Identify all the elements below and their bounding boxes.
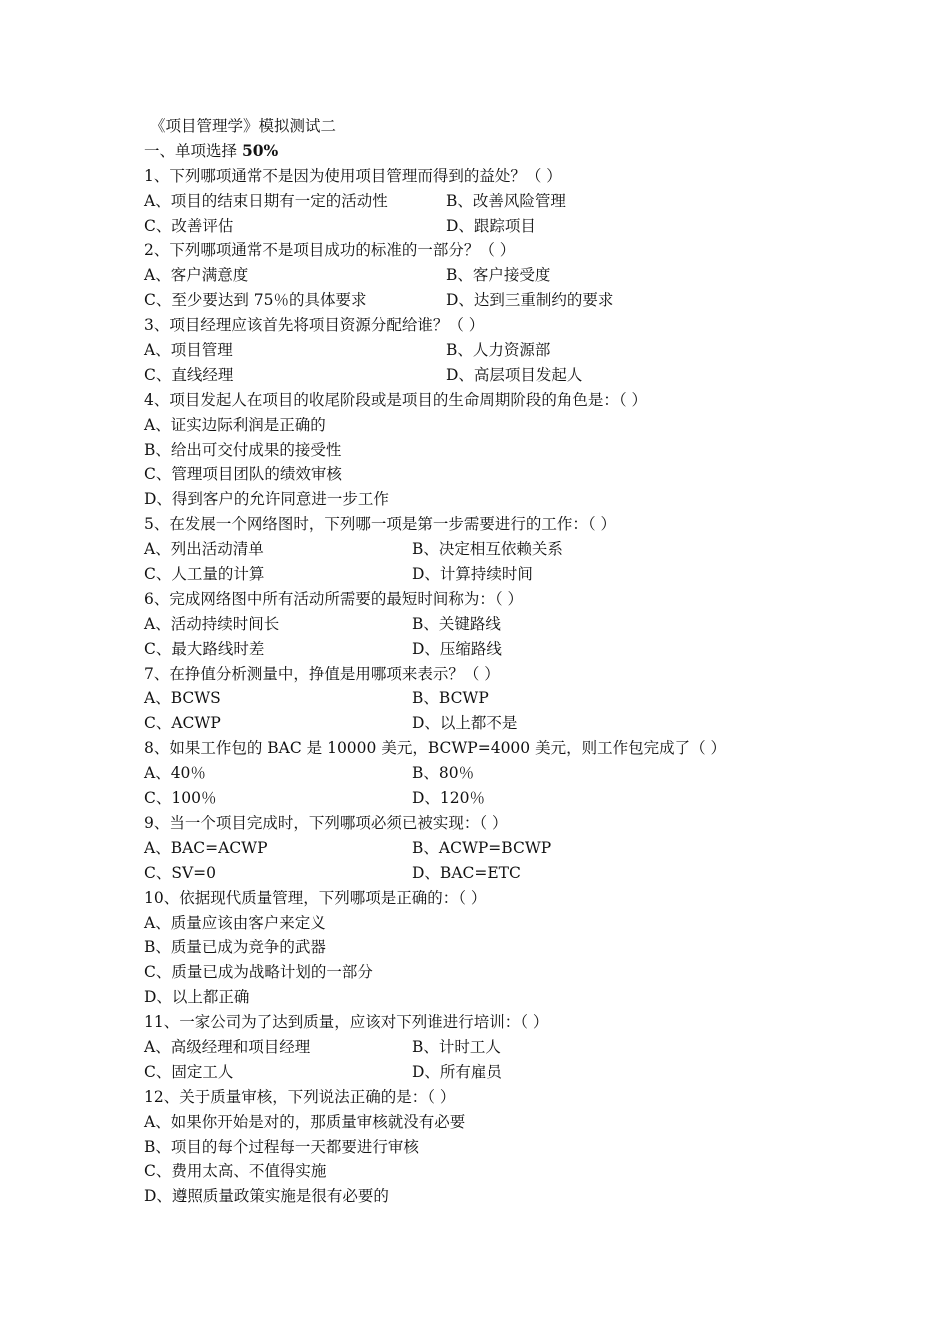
question-stem: 12、关于质量审核，下列说法正确的是：（ ） <box>144 1087 456 1106</box>
option-b: B、80％ <box>412 764 475 783</box>
option-row <box>144 537 844 562</box>
option-row <box>144 786 844 811</box>
option-c: C、改善评估 <box>144 216 234 235</box>
question-stem: 10、依据现代质量管理，下列哪项是正确的：（ ） <box>144 888 487 907</box>
section-score: 50% <box>241 140 279 160</box>
option-c: C、最大路线时差 <box>144 639 265 658</box>
option-d: D、120％ <box>412 789 486 808</box>
option-row <box>144 1060 844 1085</box>
option-row <box>144 1035 844 1060</box>
option-d: D、BAC=ETC <box>412 863 521 882</box>
question-stem: 1、下列哪项通常不是因为使用项目管理而得到的益处？（ ） <box>144 166 562 185</box>
question-stem: 9、当一个项目完成时，下列哪项必须已被实现：（ ） <box>144 813 508 832</box>
option-row <box>144 189 844 214</box>
question-stem: 8、如果工作包的 BAC 是 10000 美元，BCWP=4000 美元，则工作包完成了（ ） <box>144 739 727 758</box>
option-c: C、SV=0 <box>144 863 217 882</box>
option-b: B、ACWP=BCWP <box>412 838 552 857</box>
option-row <box>144 338 844 363</box>
option-c: C、质量已成为战略计划的一部分 <box>144 963 373 982</box>
option-c: C、管理项目团队的绩效审核 <box>144 465 342 484</box>
option-b: B、关键路线 <box>412 614 501 633</box>
option-c: C、固定工人 <box>144 1062 234 1081</box>
question-stem: 5、在发展一个网络图时，下列哪一项是第一步需要进行的工作：（ ） <box>144 515 617 534</box>
question-stem: 6、完成网络图中所有活动所需要的最短时间称为：（ ） <box>144 589 524 608</box>
option-c: C、至少要达到 75％的具体要求 <box>144 291 367 310</box>
option-c: C、费用太高、不值得实施 <box>144 1162 327 1181</box>
option-d: D、计算持续时间 <box>412 565 533 584</box>
option-row <box>144 861 844 886</box>
option-d: D、所有雇员 <box>412 1062 502 1081</box>
option-a: A、客户满意度 <box>144 266 249 285</box>
question-stem: 2、下列哪项通常不是项目成功的标准的一部分？（ ） <box>144 241 516 260</box>
option-b: B、计时工人 <box>412 1037 501 1056</box>
option-b: B、项目的每个过程每一天都要进行审核 <box>144 1137 419 1156</box>
option-a: A、项目管理 <box>144 341 233 360</box>
question-stem: 11、一家公司为了达到质量，应该对下列谁进行培训：（ ） <box>144 1013 549 1032</box>
option-a: A、40％ <box>144 764 206 783</box>
question-stem: 4、项目发起人在项目的收尾阶段或是项目的生命周期阶段的角色是：（ ） <box>144 390 648 409</box>
option-row <box>144 637 844 662</box>
option-d: D、达到三重制约的要求 <box>446 291 614 310</box>
option-c: C、100％ <box>144 789 217 808</box>
option-row <box>144 363 844 388</box>
option-a: A、质量应该由客户来定义 <box>144 913 326 932</box>
option-d: D、压缩路线 <box>412 639 502 658</box>
option-b: B、客户接受度 <box>446 266 551 285</box>
option-a: A、活动持续时间长 <box>144 614 280 633</box>
option-row <box>144 686 844 711</box>
option-row <box>144 562 844 587</box>
option-d: D、以上都正确 <box>144 988 250 1007</box>
option-row <box>144 263 844 288</box>
option-d: D、遵照质量政策实施是很有必要的 <box>144 1187 389 1206</box>
option-b: B、决定相互依赖关系 <box>412 540 563 559</box>
document-body <box>144 114 844 1209</box>
option-c: C、人工量的计算 <box>144 565 265 584</box>
option-b: B、给出可交付成果的接受性 <box>144 440 342 459</box>
section-heading <box>144 139 844 164</box>
option-a: A、高级经理和项目经理 <box>144 1037 311 1056</box>
question-stem: 7、在挣值分析测量中，挣值是用哪项来表示？（ ） <box>144 664 500 683</box>
option-d: D、得到客户的允许同意进一步工作 <box>144 490 389 509</box>
option-a: A、如果你开始是对的，那质量审核就没有必要 <box>144 1112 466 1131</box>
document-title: 《项目管理学》模拟测试二 <box>150 117 337 135</box>
option-a: A、BCWS <box>144 689 221 708</box>
option-a: A、列出活动清单 <box>144 540 264 559</box>
option-d: D、跟踪项目 <box>446 216 536 235</box>
option-row <box>144 214 844 239</box>
option-d: D、以上都不是 <box>412 714 518 733</box>
option-b: B、人力资源部 <box>446 341 551 360</box>
option-row <box>144 612 844 637</box>
option-b: B、质量已成为竞争的武器 <box>144 938 326 957</box>
question-stem: 3、项目经理应该首先将项目资源分配给谁？（ ） <box>144 316 485 335</box>
option-row <box>144 711 844 736</box>
option-b: B、改善风险管理 <box>446 191 566 210</box>
option-a: A、BAC=ACWP <box>144 838 268 857</box>
option-row <box>144 761 844 786</box>
option-row <box>144 836 844 861</box>
option-a: A、项目的结束日期有一定的活动性 <box>144 191 388 210</box>
option-c: C、ACWP <box>144 714 221 733</box>
option-b: B、BCWP <box>412 689 489 708</box>
option-c: C、直线经理 <box>144 365 234 384</box>
option-a: A、证实边际利润是正确的 <box>144 415 326 434</box>
section-label: 一、单项选择 <box>144 141 238 160</box>
option-d: D、高层项目发起人 <box>446 365 583 384</box>
option-row <box>144 288 844 313</box>
